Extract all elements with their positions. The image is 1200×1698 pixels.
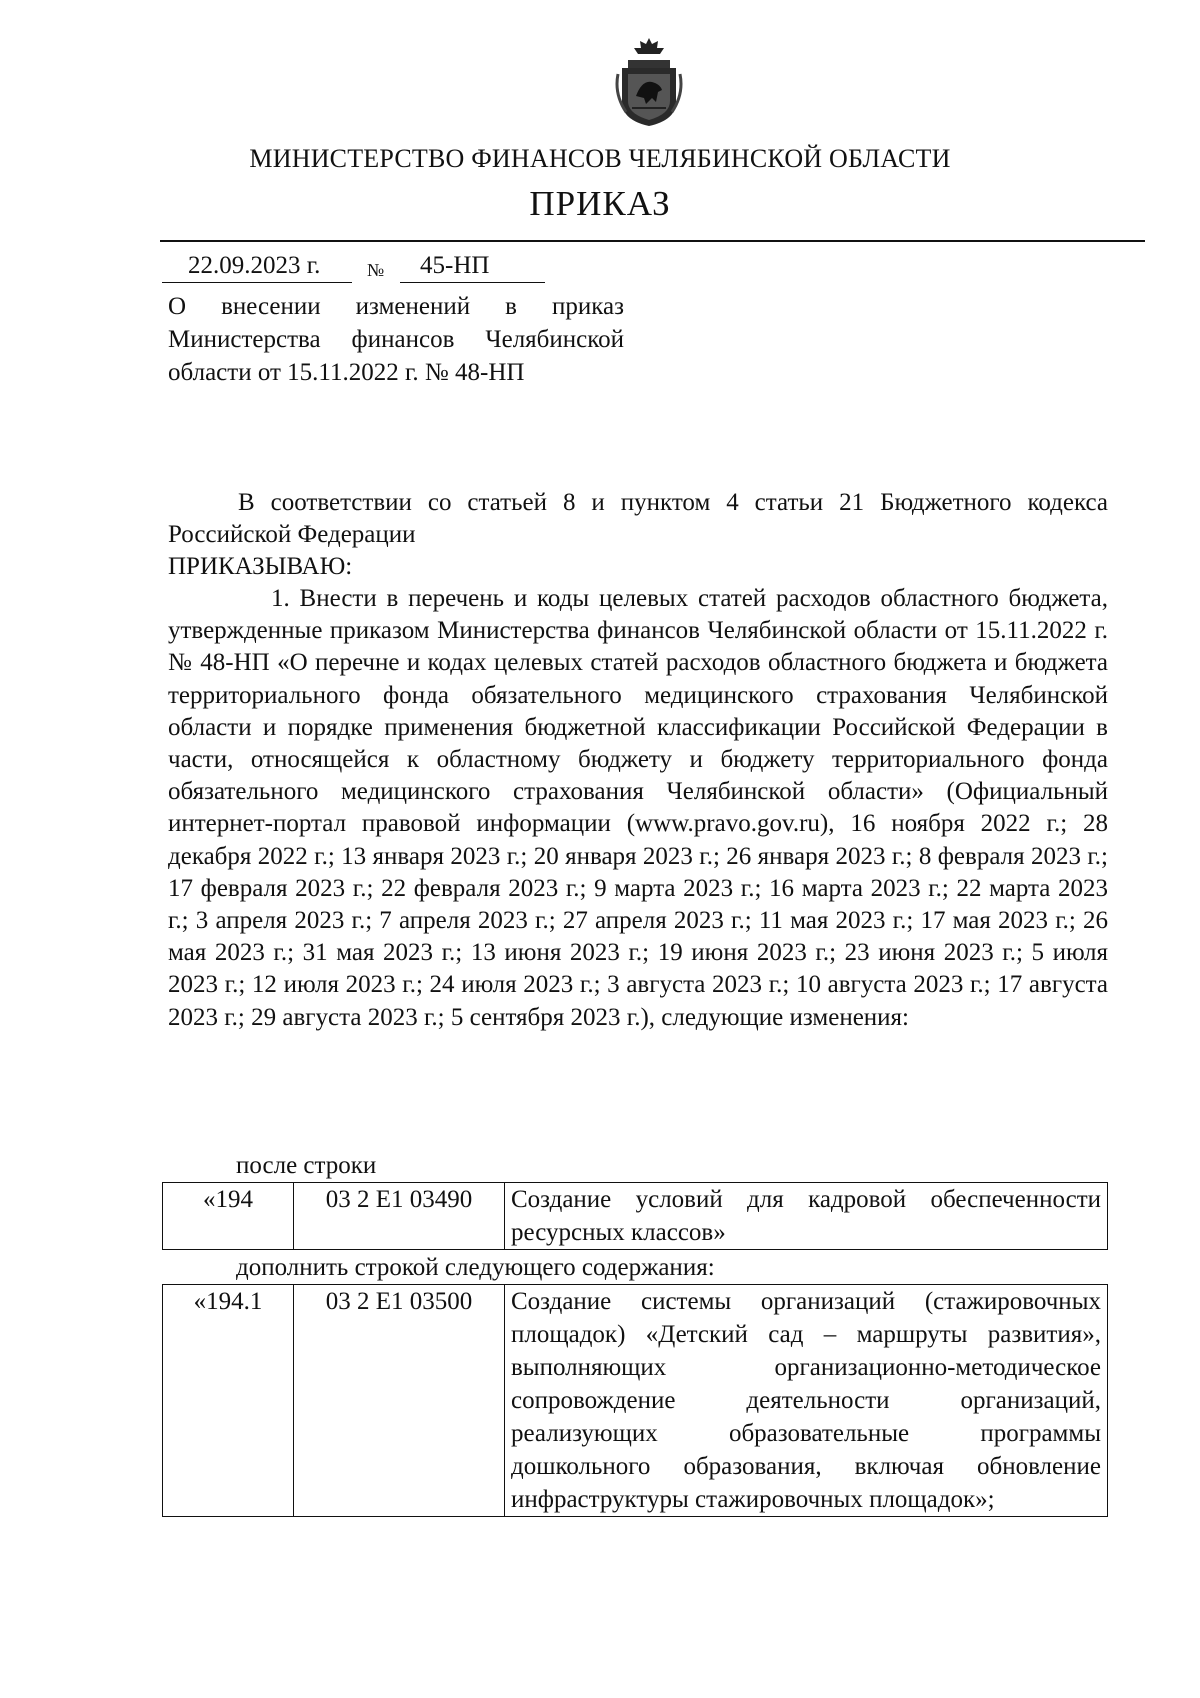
- order-date: 22.09.2023 г.: [162, 250, 352, 283]
- coat-of-arms-emblem: [614, 34, 684, 130]
- row-name: Создание системы организаций (стажировочных площадок) «Детский сад – маршруты развития», выполняющих организационно-методическое сопровождение деятельности организаций, реализующих образовательные программы дошкольного образования, включая обновление инфраструктуры стажировочных площадок»;: [505, 1285, 1108, 1517]
- table-row: [163, 1285, 1108, 1517]
- order-subject: О внесении изменений в приказ Министерства финансов Челябинской области от 15.11.2022 г. № 48-НП: [168, 293, 624, 386]
- existing-row-table: [162, 1182, 1108, 1250]
- table-row: [163, 1183, 1108, 1250]
- row-number: «194: [163, 1183, 294, 1250]
- new-row-table: [162, 1284, 1108, 1517]
- row-name: Создание условий для кадровой обеспеченности ресурсных классов»: [505, 1183, 1108, 1250]
- row-number: «194.1: [163, 1285, 294, 1517]
- preamble: В соответствии со статьей 8 и пунктом 4 статьи 21 Бюджетного кодекса Российской Федерации: [168, 489, 1108, 549]
- ministry-name: МИНИСТЕРСТВО ФИНАНСОВ ЧЕЛЯБИНСКОЙ ОБЛАСТИ: [249, 144, 951, 173]
- after-row-label: после строки: [236, 1152, 377, 1179]
- number-sign: №: [367, 260, 385, 280]
- add-row-label: дополнить строкой следующего содержания:: [236, 1254, 715, 1281]
- document-type-title: ПРИКАЗ: [529, 184, 671, 223]
- directive: ПРИКАЗЫВАЮ:: [168, 553, 353, 580]
- order-number: 45-НП: [400, 250, 545, 283]
- header-divider: [160, 240, 1145, 242]
- row-code: 03 2 Е1 03500: [294, 1285, 505, 1517]
- item-1-text: 1. Внести в перечень и коды целевых статей расходов областного бюджета, утвержденные приказом Министерства финансов Челябинской области от 15.11.2022 г. № 48-НП «О перечне и кодах целевых статей расходов областного бюджета и бюджета территориального фонда обязательного медицинского страхования Челябинской области и порядке применения бюджетной классификации Российской Федерации в части, относящейся к областному бюджету и бюджету территориального фонда обязательного медицинского страхования Челябинской области» (Официальный интернет-портал правовой информации (www.pravo.gov.ru), 16 ноября 2022 г.; 28 декабря 2022 г.; 13 января 2023 г.; 20 января 2023 г.; 26 января 2023 г.; 8 февраля 2023 г.; 17 февраля 2023 г.; 22 февраля 2023 г.; 9 марта 2023 г.; 16 марта 2023 г.; 22 марта 2023 г.; 3 апреля 2023 г.; 7 апреля 2023 г.; 27 апреля 2023 г.; 11 мая 2023 г.; 17 мая 2023 г.; 26 мая 2023 г.; 31 мая 2023 г.; 13 июня 2023 г.; 19 июня 2023 г.; 23 июня 2023 г.; 5 июля 2023 г.; 12 июля 2023 г.; 24 июля 2023 г.; 3 августа 2023 г.; 10 августа 2023 г.; 17 августа 2023 г.; 29 августа 2023 г.; 5 сентября 2023 г.), следующие изменения:: [168, 585, 1108, 1031]
- row-code: 03 2 Е1 03490: [294, 1183, 505, 1250]
